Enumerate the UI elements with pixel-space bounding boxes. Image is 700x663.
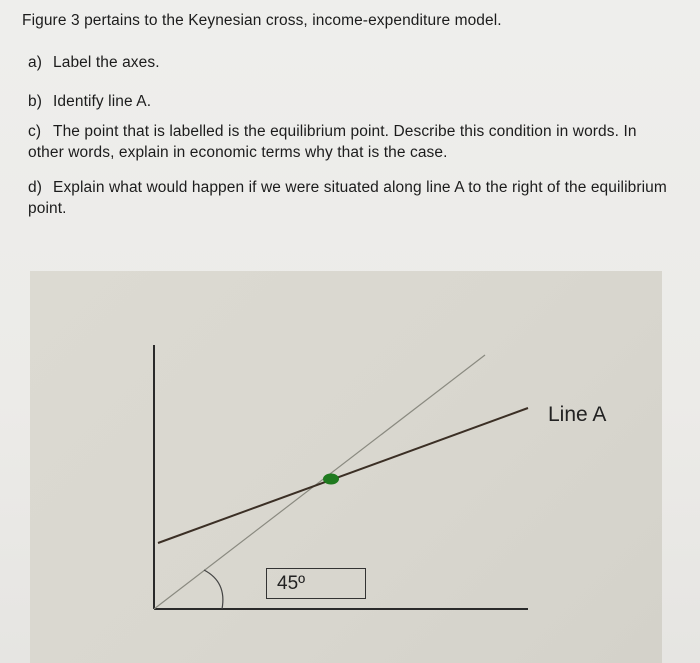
- angle-label-box: 45º: [266, 568, 366, 599]
- question-d: [28, 177, 668, 219]
- question-d-label: d): [28, 179, 42, 196]
- question-c-text: The point that is labelled is the equilibrium point. Describe this condition in words. In other words, explain in economic terms why that is the case.: [28, 123, 637, 161]
- question-a-text: Label the axes.: [53, 54, 160, 71]
- question-c-label: c): [28, 123, 42, 140]
- keynesian-cross-diagram: [30, 271, 662, 663]
- question-a-label: a): [28, 54, 42, 71]
- question-d-text: Explain what would happen if we were situated along line A to the right of the equilibrium point.: [28, 179, 667, 217]
- figure-intro-text: Figure 3 pertains to the Keynesian cross, income-expenditure model.: [22, 12, 502, 29]
- line-a-label: Line A: [548, 403, 607, 426]
- question-c: [28, 121, 668, 163]
- equilibrium-point: [323, 474, 339, 485]
- question-b-text: Identify line A.: [53, 93, 152, 110]
- question-b-label: b): [28, 93, 42, 110]
- line-a: [158, 408, 528, 543]
- keynesian-cross-figure: [30, 271, 662, 663]
- angle-arc: [204, 570, 223, 609]
- question-a: [28, 52, 160, 73]
- question-b: [28, 91, 151, 112]
